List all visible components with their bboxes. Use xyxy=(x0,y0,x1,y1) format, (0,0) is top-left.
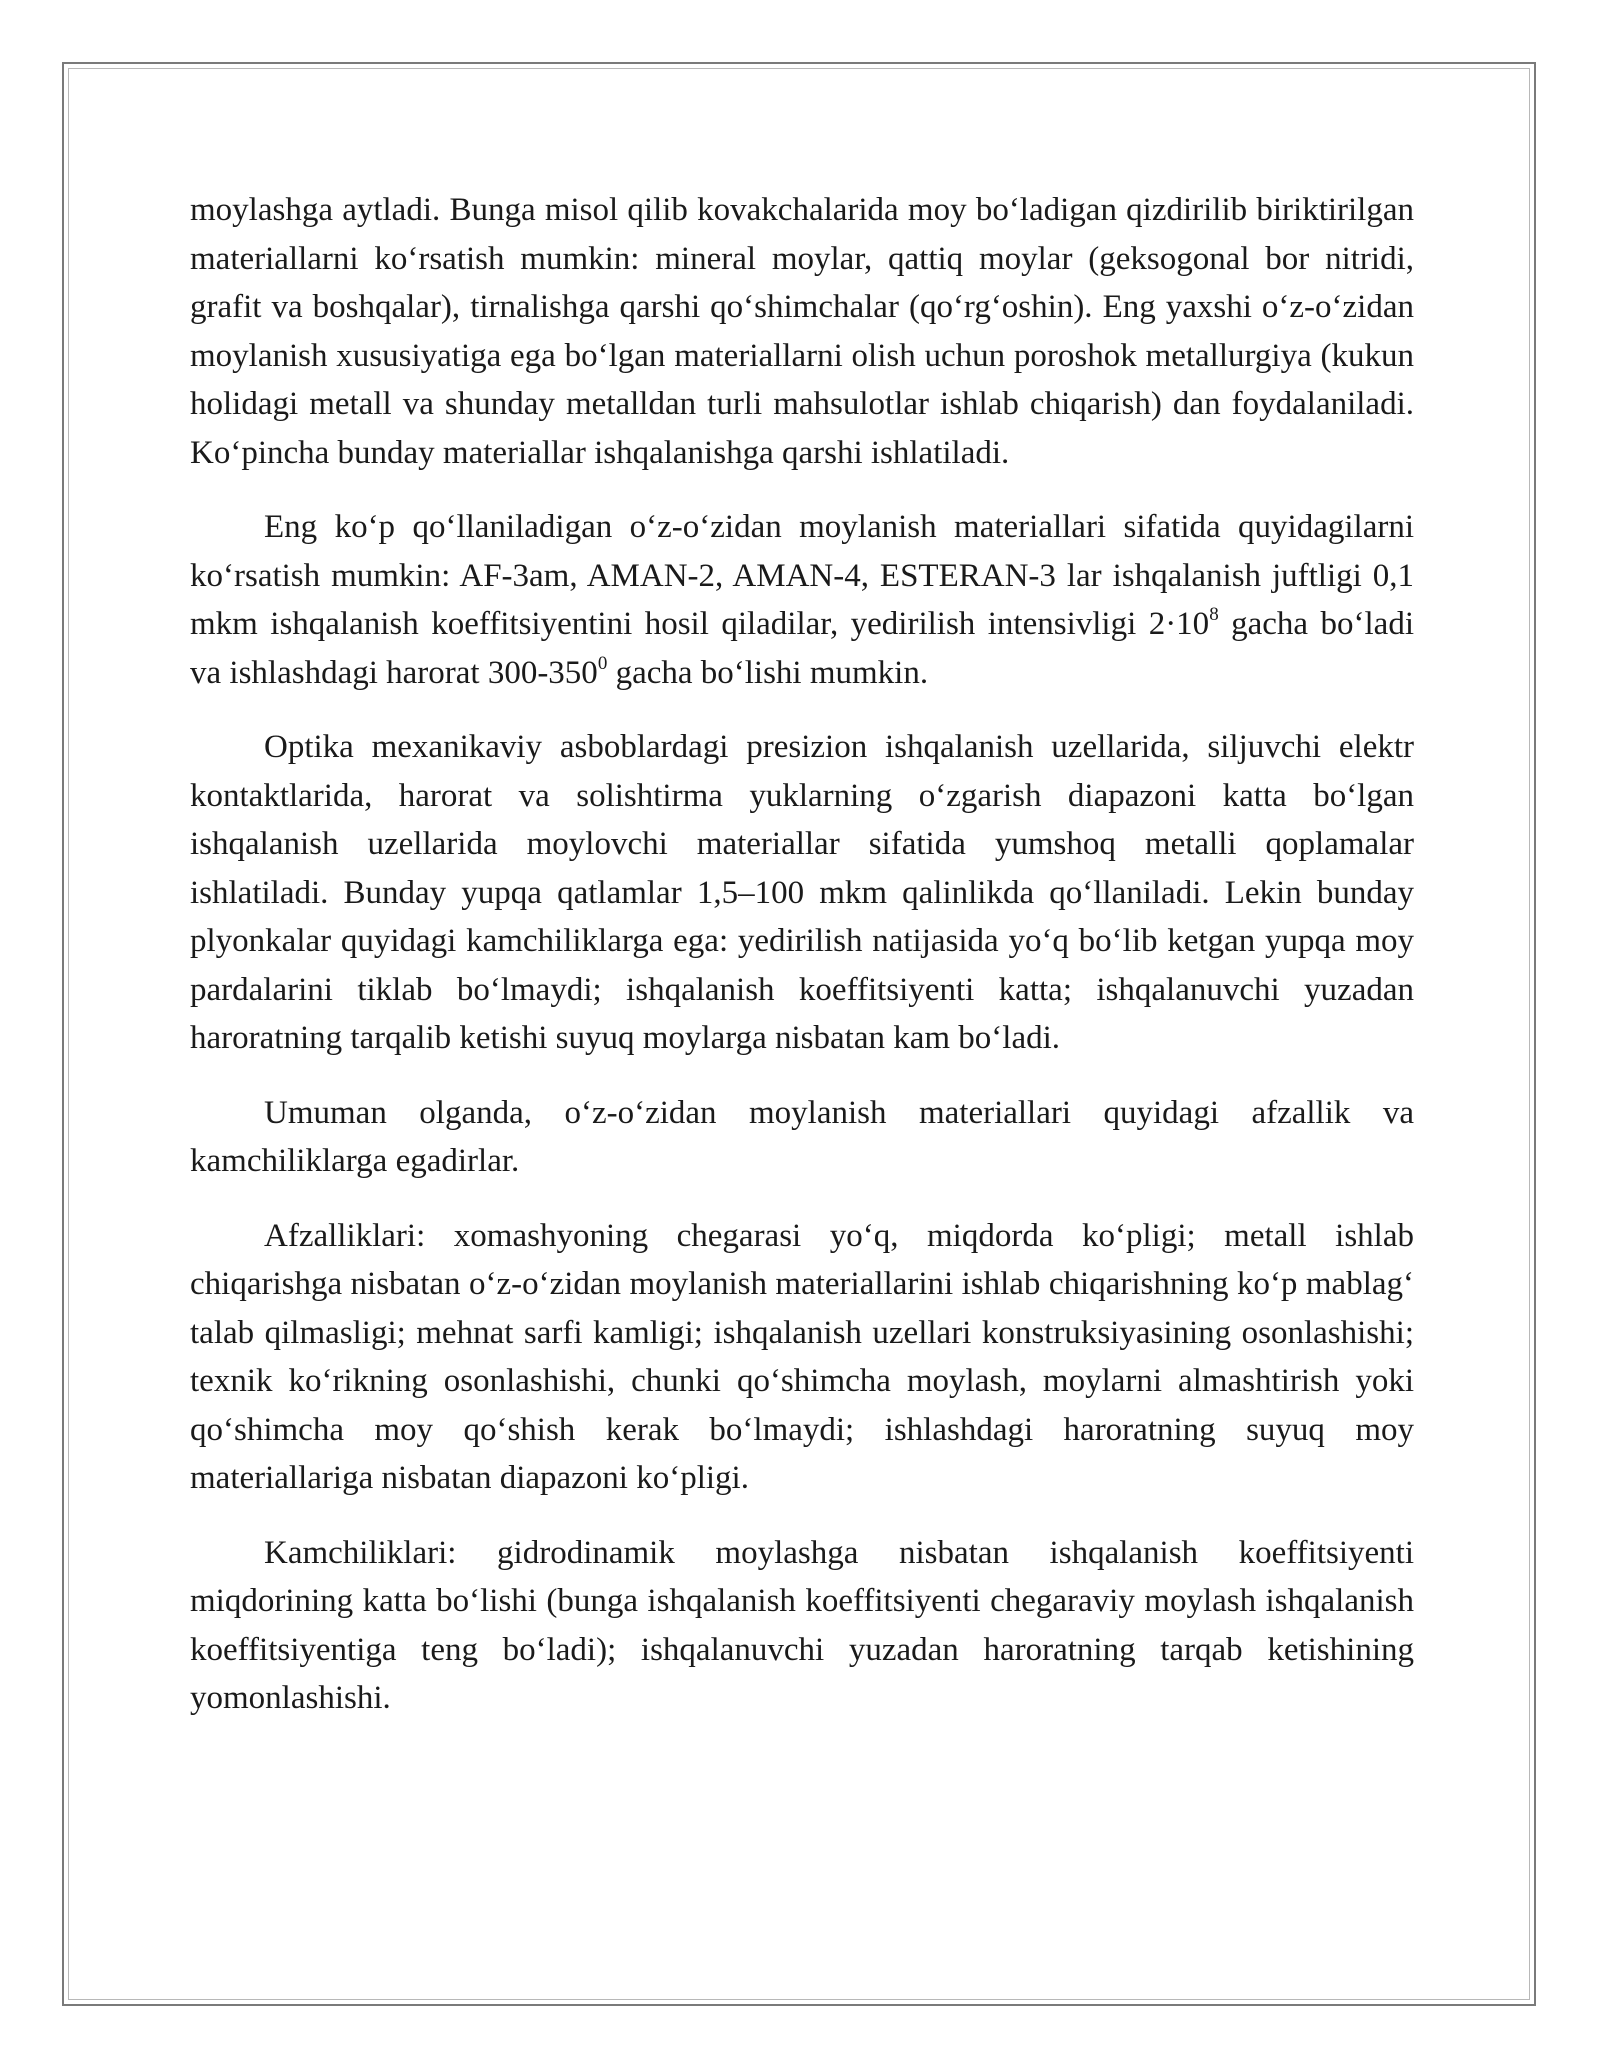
superscript-degree: 0 xyxy=(597,652,608,674)
paragraph-2-text-b: gacha boʻladi va ishlashdagi harorat 300-350 xyxy=(190,606,1414,691)
paragraph-6-disadvantages: Kamchiliklari: gidrodinamik moylashga nisbatan ishqalanish koeffitsiyenti miqdorining katta boʻlishi (bunga ishqalanish koeffitsiyenti chegaraviy moylash ishqalanish koeffitsiyentiga teng boʻladi); ishqalanuvchi yuzadan haroratning tarqab ketishining yomonlashishi. xyxy=(190,1534,1414,1716)
paragraph-2 xyxy=(190,503,1414,697)
paragraph-1: moylashga aytladi. Bunga misol qilib kovakchalarida moy boʻladigan qizdirilib biriktirilgan materiallarni koʻrsatish mumkin: mineral moylar, qattiq moylar (geksogonal bor nitridi, grafit va boshqalar), tirnalishga qarshi qoʻshimchalar (qoʻrgʻoshin). Eng yaxshi oʻz-oʻzidan moylanish xususiyatiga ega boʻlgan materiallarni olish uchun poroshok metallurgiya (kukun holidagi metall va shunday metalldan turli mahsulotlar ishlab chiqarish) dan foydalaniladi. Koʻpincha bunday materiallar ishqalanishga qarshi ishlatiladi. xyxy=(190,192,1414,471)
paragraph-5-advantages: Afzalliklari: xomashyoning chegarasi yoʻq, miqdorda koʻpligi; metall ishlab chiqarishga nisbatan oʻz-oʻzidan moylanish materiallarini ishlab chiqarishning koʻp mablagʻ talab qilmasligi; mehnat sarfi kamligi; ishqalanish uzellari konstruksiyasining osonlashishi; texnik koʻrikning osonlashishi, chunki qoʻshimcha moylash, moylarni almashtirish yoki qoʻshimcha moy qoʻshish kerak boʻlmaydi; ishlashdagi haroratning suyuq moy materiallariga nisbatan diapazoni koʻpligi. xyxy=(190,1217,1414,1496)
paragraph-2-text-c: gacha boʻlishi mumkin. xyxy=(607,654,929,691)
paragraph-4: Umuman olganda, oʻz-oʻzidan moylanish materiallari quyidagi afzallik va kamchiliklarga egadirlar. xyxy=(190,1094,1414,1179)
paragraph-2-text-a: Eng koʻp qoʻllaniladigan oʻz-oʻzidan moylanish materiallari sifatida quyidagilarni koʻrsatish mumkin: AF-3am, AMAN-2, AMAN-4, ESTERAN-3 lar ishqalanish juftligi 0,1 mkm ishqalanish koeffitsiyentini hosil qiladilar, yedirilish intensivligi 2·10 xyxy=(190,509,1414,642)
document-body xyxy=(190,186,1414,1749)
paragraph-3: Optika mexanikaviy asboblardagi presizion ishqalanish uzellarida, siljuvchi elektr kontaktlarida, harorat va solishtirma yuklarning oʻzgarish diapazoni katta boʻlgan ishqalanish uzellarida moylovchi materiallar sifatida yumshoq metalli qoplamalar ishlatiladi. Bunday yupqa qatlamlar 1,5–100 mkm qalinlikda qoʻllaniladi. Lekin bunday plyonkalar quyidagi kamchiliklarga ega: yedirilish natijasida yoʻq boʻlib ketgan yupqa moy pardalarini tiklab boʻlmaydi; ishqalanish koeffitsiyenti katta; ishqalanuvchi yuzadan haroratning tarqalib ketishi suyuq moylarga nisbatan kam boʻladi. xyxy=(190,729,1414,1056)
superscript-exponent: 8 xyxy=(1209,604,1219,625)
